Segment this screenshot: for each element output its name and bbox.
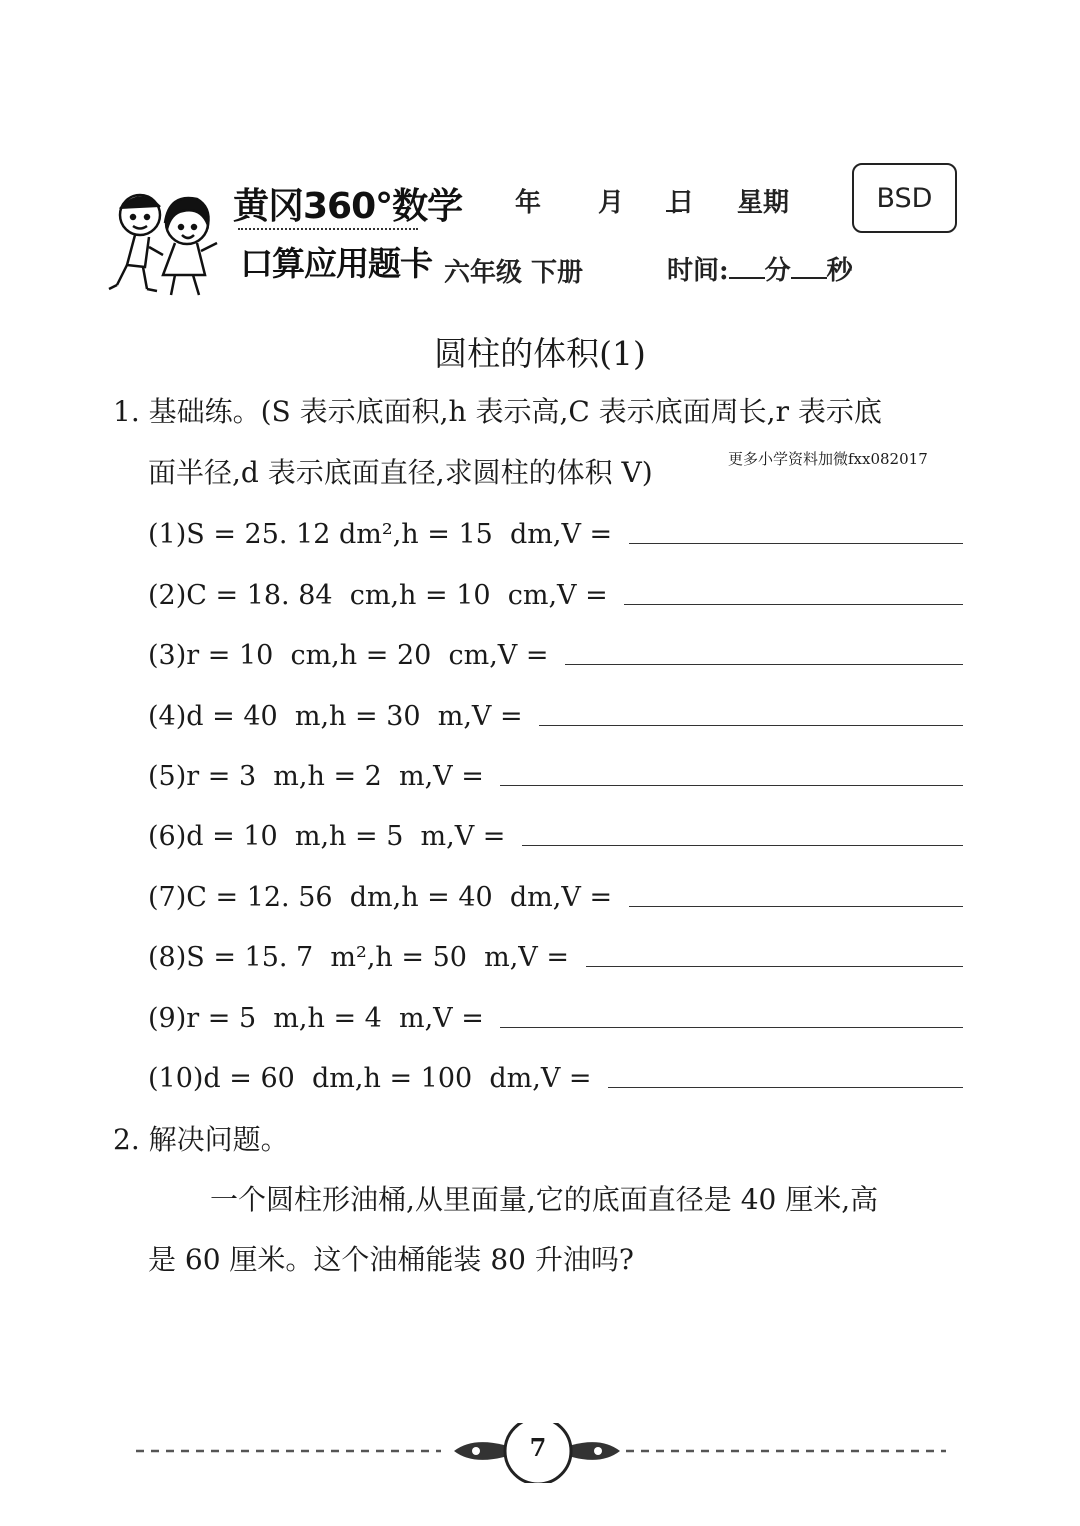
problem-text: (9)r = 5 m,h = 4 m,V = [148,1003,493,1034]
problem-row [148,692,963,732]
seconds-label: 秒 [826,256,853,286]
problem-text: (5)r = 3 m,h = 2 m,V = [148,761,493,792]
problem-row [148,571,963,611]
answer-line[interactable] [608,1087,963,1088]
date-month-label: 月 [598,188,625,218]
date-year-label: 年 [515,188,542,218]
grade-label: 六年级 下册 [444,258,584,288]
problem-text: (6)d = 10 m,h = 5 m,V = [148,821,515,852]
answer-line[interactable] [522,845,963,846]
problem-row [148,812,963,852]
problem-text: (4)d = 40 m,h = 30 m,V = [148,701,532,732]
section2-heading: 2. 解决问题。 [113,1123,289,1156]
answer-line[interactable] [565,664,963,665]
problem-text: (2)C = 18. 84 cm,h = 10 cm,V = [148,580,617,611]
page-title: 圆柱的体积(1) [434,334,646,373]
minutes-blank[interactable] [729,255,765,279]
problem-row [148,752,963,792]
word-problem-line1: 一个圆柱形油桶,从里面量,它的底面直径是 40 厘米,高 [210,1183,879,1216]
brand-divider [238,228,418,230]
problem-row [148,1054,963,1094]
date-weekday-label: 星期 [737,188,790,218]
answer-line[interactable] [539,725,963,726]
cartoon-kids-illustration [105,185,230,300]
answer-line[interactable] [629,906,963,907]
problem-text: (1)S = 25. 12 dm²,h = 15 dm,V = [148,519,621,550]
minutes-label: 分 [764,256,791,286]
page-number: 7 [529,1433,547,1462]
problem-text: (7)C = 12. 56 dm,h = 40 dm,V = [148,882,621,913]
problem-row [148,933,963,973]
time-label: 时间: [667,256,729,286]
problem-text: (3)r = 10 cm,h = 20 cm,V = [148,640,558,671]
answer-line[interactable] [586,966,963,967]
problem-text: (10)d = 60 dm,h = 100 dm,V = [148,1063,601,1094]
answer-line[interactable] [629,543,963,544]
seconds-blank[interactable] [791,255,827,279]
problem-row [148,510,963,550]
section1-heading-cont: 面半径,d 表示底面直径,求圆柱的体积 V) [148,456,653,489]
section1-heading: 1. 基础练。(S 表示底面积,h 表示高,C 表示底面周长,r 表示底 [113,395,882,428]
brand-subtitle: 口算应用题卡 [240,244,432,283]
answer-line[interactable] [500,1027,963,1028]
word-problem-line2: 是 60 厘米。这个油桶能装 80 升油吗? [148,1243,634,1276]
problem-row [148,631,963,671]
problem-text: (8)S = 15. 7 m²,h = 50 m,V = [148,942,578,973]
date-day-label: 日 [668,188,695,218]
problem-row [148,994,963,1034]
answer-line[interactable] [500,785,963,786]
answer-line[interactable] [624,604,963,605]
watermark-text: 更多小学资料加微fxx082017 [728,450,928,468]
edition-badge: BSD [852,163,957,233]
brand-title: 黄冈360°数学 [233,186,463,227]
time-field [667,250,853,287]
problem-row [148,873,963,913]
